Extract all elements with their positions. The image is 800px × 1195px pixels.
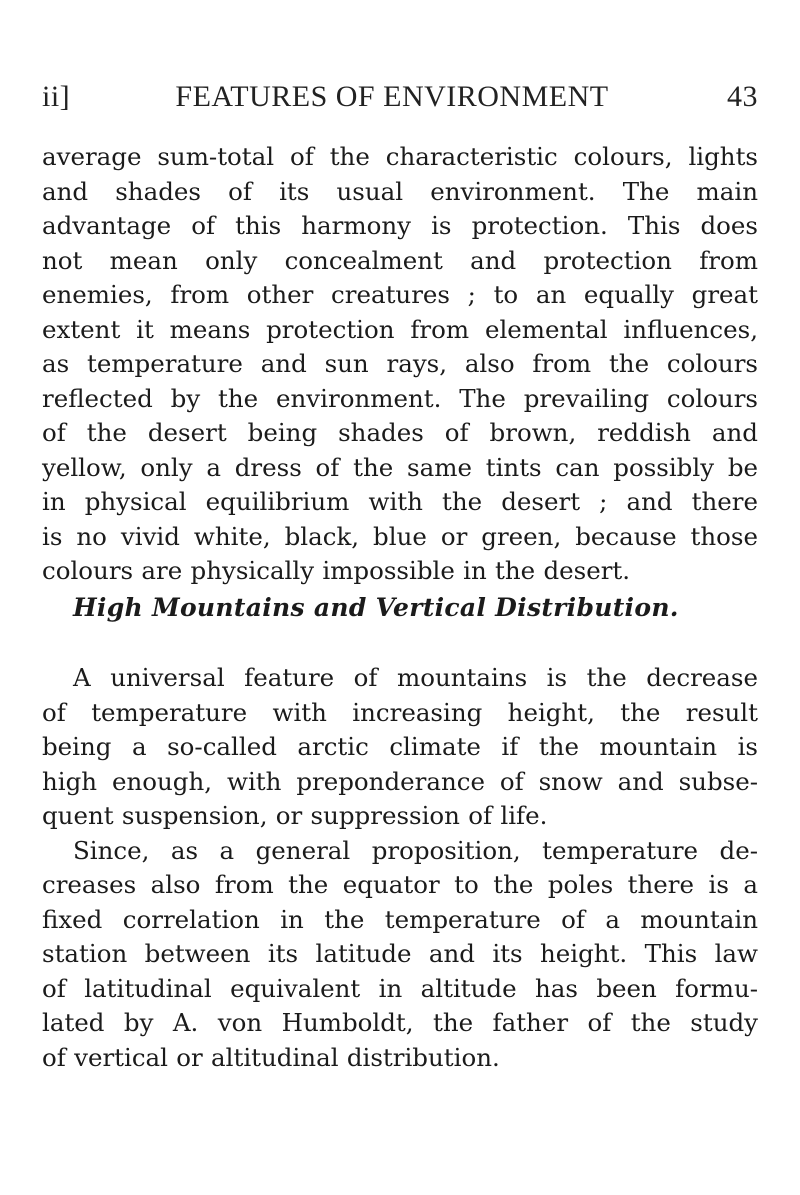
text-line: is no vivid white, black, blue or green, because those (42, 521, 758, 551)
text-line: colours are physically impossible in the desert. (42, 556, 631, 585)
text-line: Since, as a general proposition, temperature de- (73, 835, 758, 865)
text-line: quent suspension, or suppression of life. (42, 801, 548, 830)
text-line: of the desert being shades of brown, reddish and (42, 418, 758, 447)
text-line: not mean only concealment and protection from (42, 245, 758, 275)
text-line: average sum-total of the characteristic colours, lights (42, 142, 758, 171)
text-line: in physical equilibrium with the desert ; and there (42, 487, 758, 516)
section-heading: High Mountains and Vertical Distribution. (73, 593, 679, 622)
running-title: FEATURES OF ENVIRONMENT (175, 80, 609, 113)
paragraph-continued (42, 140, 758, 589)
section-body (42, 661, 758, 1075)
text-line: enemies, from other creatures ; to an equally great (42, 280, 758, 309)
page-number: 43 (727, 80, 758, 113)
text-line: high enough, with preponderance of snow and subse- (42, 766, 758, 796)
text-line: and shades of its usual environment. The main (42, 176, 758, 206)
text-line: A universal feature of mountains is the decrease (73, 663, 758, 692)
text-line: of temperature with increasing height, the result (42, 697, 758, 727)
text-line: being a so-called arctic climate if the mountain is (42, 732, 758, 761)
text-line: as temperature and sun rays, also from the colours (42, 349, 758, 378)
text-line: yellow, only a dress of the same tints can possibly be (42, 452, 758, 482)
text-line: reflected by the environment. The prevailing colours (42, 383, 758, 413)
chapter-number: ii] (42, 80, 71, 113)
text-line: of vertical or altitudinal distribution. (42, 1042, 500, 1072)
text-line: of latitudinal equivalent in altitude has been formu- (42, 973, 758, 1003)
text-line: lated by A. von Humboldt, the father of the study (42, 1008, 758, 1037)
text-line: fixed correlation in the temperature of a mountain (42, 904, 758, 934)
text-line: station between its latitude and its height. This law (42, 939, 758, 968)
text-line: advantage of this harmony is protection. This does (42, 211, 758, 240)
running-head (42, 80, 758, 124)
text-line: creases also from the equator to the poles there is a (42, 870, 758, 899)
text-line: extent it means protection from elemental influences, (42, 314, 758, 344)
